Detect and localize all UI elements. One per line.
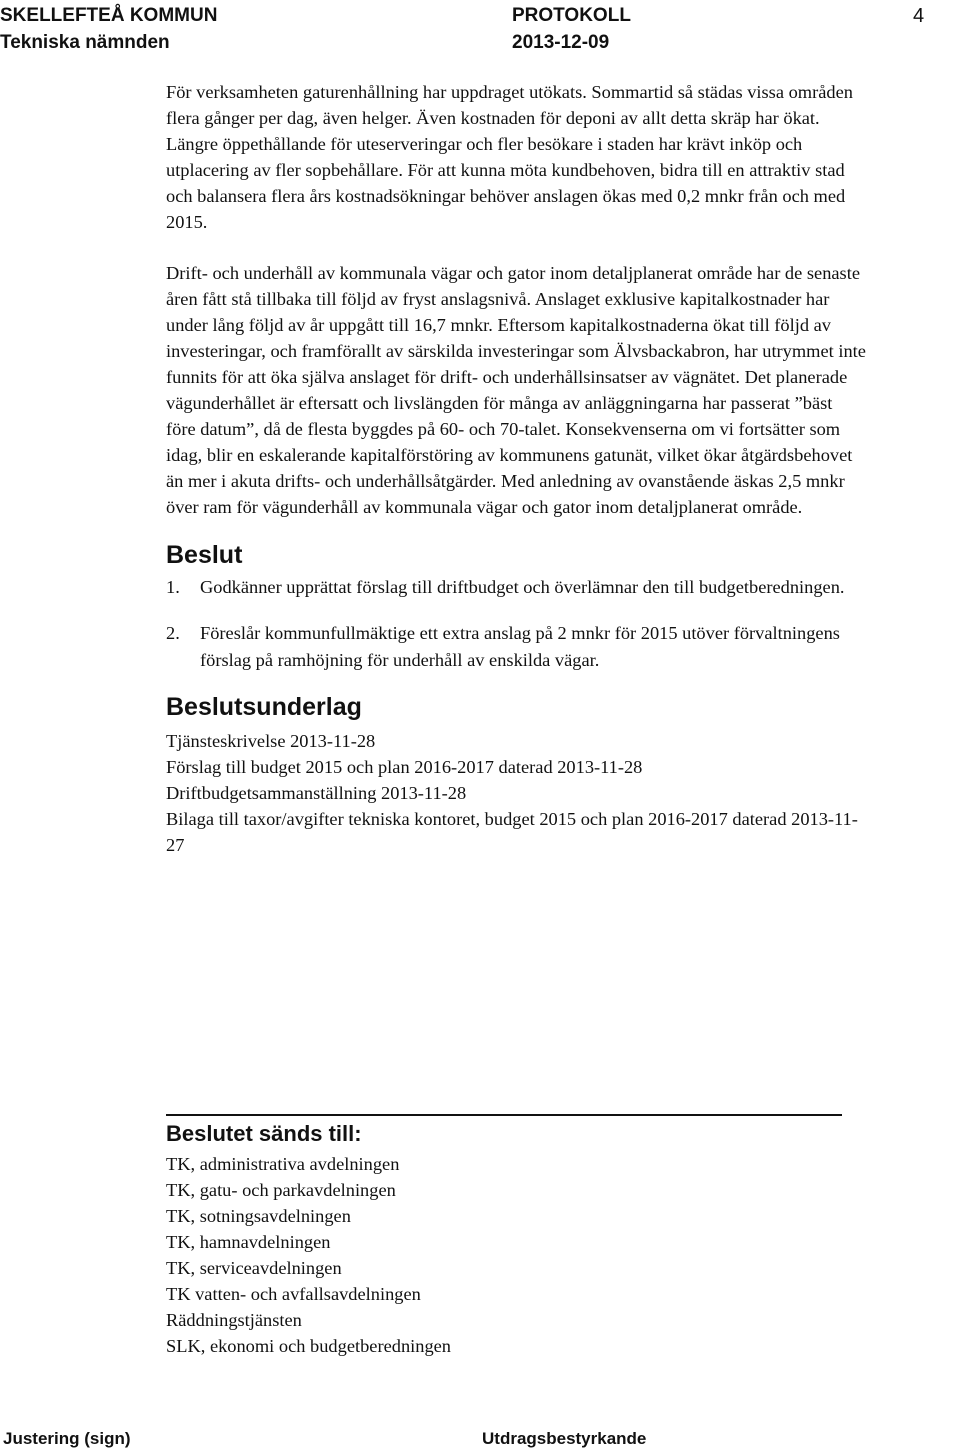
beslut-heading: Beslut [166,540,243,569]
beslut-item-number: 2. [166,623,180,644]
beslut-list [166,574,866,674]
recipient-item: TK, hamnavdelningen [166,1232,331,1252]
paragraph-vagunderhall: Drift- och underhåll av kommunala vägar och gator inom detaljplanerat område har de senaste åren fått stå tillbaka till följd av fryst anslagsnivå. Anslaget exklusive kapitalkostnader har under lång följd av år uppgått till 16,7 mnkr. Eftersom kapitalkostnaderna ökat till följd av investeringar, och framförallt av särskilda investeringar som Älvsbackabron, har utrymmet inte funnits för att öka själva anslaget för drift- och underhållsinsatser av vägnätet. Det planerade vägunderhållet är eftersatt och livslängden för många av anläggningarna har passerat ”bäst före datum”, då de flesta byggdes på 60- och 70-talet. Konsekvenserna om vi fortsätter som idag, blir en eskalerande kapitalförstöring av kommunens gatunät, vilket ökar åtgärdsbehovet än mer i akuta drifts- och underhållsåtgärder. Med anledning av ovanstående äskas 2,5 mnkr över ram för vägunderhåll av kommunala vägar och gator inom detaljplanerat område. [166,263,866,517]
underlag-item: Förslag till budget 2015 och plan 2016-2017 daterad 2013-11-28 [166,757,643,778]
doc-type: PROTOKOLL [512,5,631,26]
beslutsunderlag-heading: Beslutsunderlag [166,693,362,722]
paragraph-gaturenhallning: För verksamheten gaturenhållning har uppdraget utökats. Sommartid så städas vissa områden flera gånger per dag, även helger. Även kostnaden för deponi av allt detta skräp har ökat. Längre öppethållande för uteserveringar och fler besökare i staden har krävt inköp och utplacering av fler sopbehållare. För att kunna möta kundbehoven, bidra till en attraktiv stad och balansera flera års kostnadsökningar behöver anslagen ökas med 0,2 mnkr från och med 2015. [166,82,853,232]
beslutsunderlag-list [166,728,866,858]
recipient-item: TK, administrativa avdelningen [166,1154,400,1174]
beslut-item [166,574,866,601]
meeting-date: 2013-12-09 [512,32,610,53]
underlag-item: Bilaga till taxor/avgifter tekniska kontoret, budget 2015 och plan 2016-2017 daterad 2013-11-27 [166,809,858,856]
recipient-list [166,1151,451,1359]
beslut-item-text: Föreslår kommunfullmäktige ett extra anslag på 2 mnkr för 2015 utöver förvaltningens förslag på ramhöjning för underhåll av enskilda vägar. [200,623,840,670]
justering-label: Justering (sign) [3,1429,131,1448]
board-name: Tekniska nämnden [0,32,170,53]
recipient-item: TK, gatu- och parkavdelningen [166,1180,396,1200]
beslut-item [166,620,866,673]
recipient-item: Räddningstjänsten [166,1310,302,1330]
main-content [166,80,866,858]
underlag-item: Tjänsteskrivelse 2013-11-28 [166,731,376,752]
recipient-item: TK, serviceavdelningen [166,1258,342,1278]
utdragsbestyrkande-label: Utdragsbestyrkande [482,1429,647,1448]
underlag-item: Driftbudgetsammanställning 2013-11-28 [166,783,467,804]
section-divider [166,1114,842,1116]
page-number: 4 [913,5,925,27]
org-name: SKELLEFTEÅ KOMMUN [0,5,218,26]
beslut-item-text: Godkänner upprättat förslag till driftbudget och överlämnar den till budgetberedningen. [200,576,845,597]
sands-till-heading: Beslutet sänds till: [166,1121,362,1146]
recipient-item: SLK, ekonomi och budgetberedningen [166,1336,451,1356]
recipient-item: TK, sotningsavdelningen [166,1206,351,1226]
recipient-item: TK vatten- och avfallsavdelningen [166,1284,421,1304]
beslut-item-number: 1. [166,576,180,597]
